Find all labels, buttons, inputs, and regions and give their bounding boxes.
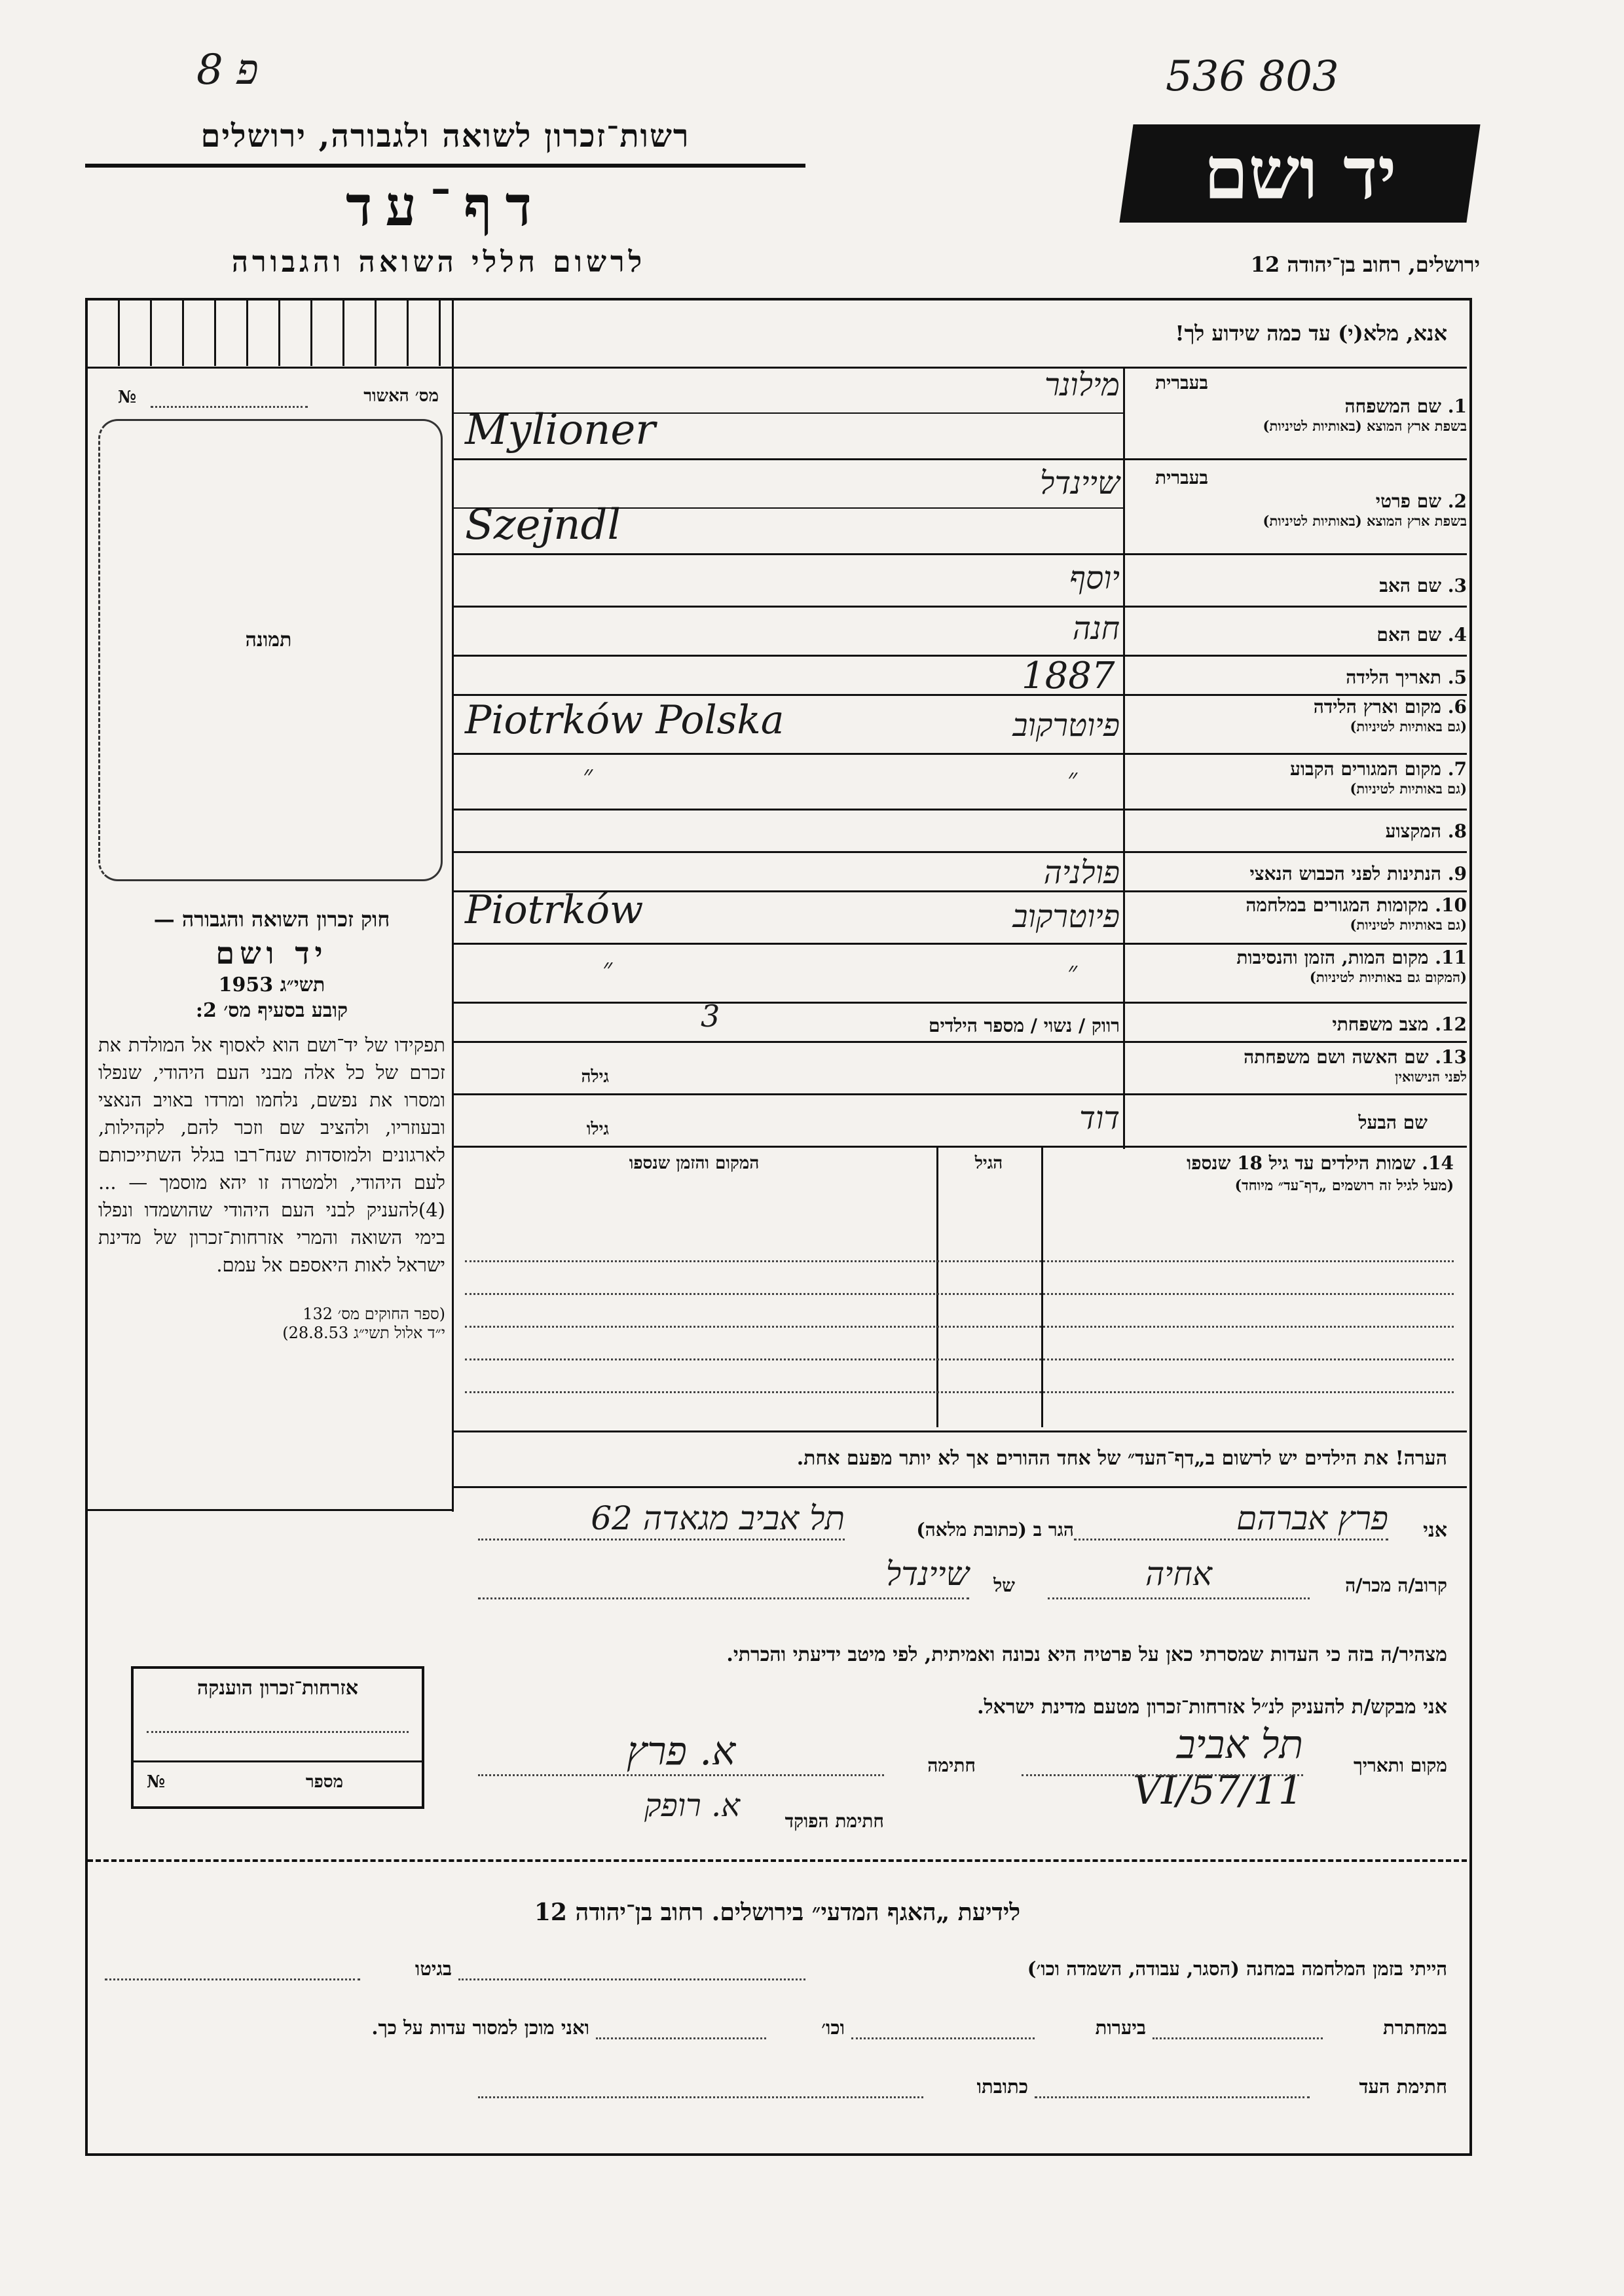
field-sub: בשפת ארץ המוצא (באותיות לטיניות) — [1263, 418, 1467, 434]
field-birth-date — [1126, 668, 1467, 687]
birth-date-value[interactable]: 1887 — [1022, 655, 1115, 697]
header-rule — [85, 164, 805, 168]
footer-forests-label: ביערות — [1095, 2016, 1146, 2039]
citizenship-line — [147, 1731, 409, 1733]
field-marital — [1126, 1015, 1467, 1034]
children-col-age: הגיל — [974, 1154, 1003, 1173]
affirm-text: מצהיר/ה בזה כי העדות שמסרתי כאן על פרטיה היא נכונה ואמיתית, לפי מיטב ידיעתי והכרתי. — [726, 1643, 1447, 1666]
law-section — [98, 907, 445, 1516]
photo-label: תמונה — [245, 629, 292, 651]
children-table — [452, 1146, 1467, 1427]
family-name-hebrew[interactable]: מילונר — [1044, 367, 1120, 403]
signature-line — [478, 1774, 884, 1776]
field-sub: (המקום גם באותיות לטיניות) — [1309, 969, 1467, 985]
row-rule — [452, 1041, 1467, 1043]
row-rule — [1123, 458, 1467, 460]
footer-witness-signature-line[interactable] — [1035, 2096, 1310, 2098]
yad-vashem-logo — [1119, 124, 1480, 223]
row-subrule — [452, 412, 1123, 414]
relative-label: קרוב/ה מכר/ה — [1345, 1575, 1447, 1596]
approval-ticks-rule — [88, 367, 452, 369]
birth-place-hebrew[interactable]: פיוטרקוב — [1012, 707, 1120, 744]
field-label: 12. מצב משפחתי — [1332, 1013, 1467, 1035]
field-label: 2. שם פרטי — [1375, 490, 1467, 512]
citizenship-number-sign: № — [147, 1772, 166, 1792]
husband-age-label: גילו — [586, 1120, 609, 1139]
row-rule — [452, 943, 1467, 945]
first-name-latin[interactable]: Szejndl — [465, 501, 621, 549]
address-line — [478, 1539, 845, 1540]
officer-signature[interactable]: א. רופק — [644, 1787, 740, 1824]
children-count[interactable]: 3 — [701, 998, 720, 1034]
footer-rule — [88, 1859, 1467, 1862]
row-rule — [452, 809, 1467, 811]
field-mother-name — [1126, 625, 1467, 645]
footer-camp-label: הייתי בזמן המלחמה במחנה (הסגר, עבודה, השמדה וכו׳) — [1027, 1958, 1447, 1980]
field-sub: (גם באותיות לטיניות) — [1350, 917, 1467, 933]
top-left-mark: פ 8 — [196, 46, 259, 94]
field-label: 13. שם האשה ושם משפחתה — [1244, 1046, 1467, 1068]
war-residence-latin[interactable]: Piotrków — [465, 887, 644, 933]
field-label: 8. המקצוע — [1385, 820, 1467, 842]
nationality-value[interactable]: פולניה — [1043, 854, 1120, 891]
field-profession — [1126, 822, 1467, 841]
header-address: ירושלים, רחוב בן־יהודה 12 — [1250, 252, 1480, 277]
request-text: אני מבקש/ת להעניק לנ״ל אזרחות־זכרון מטעם מדינת ישראל. — [977, 1696, 1447, 1719]
field-residence — [1126, 759, 1467, 799]
footer-willing-label: ואני מוכן למסור עדות על כך. — [371, 2016, 589, 2039]
row-rule — [452, 851, 1467, 853]
husband-name-value[interactable]: דוד — [1079, 1100, 1120, 1137]
signature-value[interactable]: א. פרץ — [626, 1728, 736, 1774]
note-rule-top — [452, 1430, 1467, 1432]
field-label: שם הבעל — [1358, 1112, 1428, 1133]
of-value[interactable]: שיינדל — [885, 1555, 969, 1593]
logo-text: יד ושם — [1203, 131, 1397, 215]
field-rows — [452, 367, 1467, 1152]
footer-etc-label: וכו׳ — [821, 2016, 845, 2039]
authority-name: רשות־זכרון לשואה ולגבורה, ירושלים — [200, 118, 690, 155]
residence-hebrew[interactable]: ״ — [1067, 763, 1078, 793]
children-sub: (מעל לגיל זה רושמים „דף־עד״ מיוחד) — [1234, 1177, 1454, 1194]
citizenship-rule — [134, 1760, 422, 1762]
field-sub: (גם באותיות לטיניות) — [1350, 718, 1467, 735]
law-reference: (ספר החוקים מס׳ 132 — [303, 1305, 445, 1323]
row-rule — [452, 553, 1467, 555]
children-row[interactable] — [465, 1260, 1454, 1262]
death-hebrew[interactable]: ״ — [1067, 957, 1078, 987]
note-rule-bottom — [452, 1486, 1467, 1488]
children-row[interactable] — [465, 1358, 1454, 1360]
father-name-value[interactable]: יוסף — [1069, 560, 1120, 596]
birth-place-latin[interactable]: Piotrków Polska — [465, 697, 784, 743]
footer-address-line[interactable] — [478, 2096, 923, 2098]
row-rule — [452, 606, 1467, 608]
place-date-value[interactable]: תל אביב 11/VI/57 — [1132, 1722, 1303, 1813]
mother-name-value[interactable]: חנה — [1072, 610, 1120, 647]
law-year: 1953 — [218, 974, 274, 996]
law-text: תפקידו של יד־ושם הוא לאסוף אל המולדת את זכרם של כל אלה מבני העם היהודי, שנפלו ומסרו את נפשם, נלחמו ומרדו באויב הנאצי ובעוזריו, ולהציב שם וזכר להם, לקהילות, לארגונים ולמוסדות שנח־רבו בגלל השתייכותם לעם היהודי, ולמטרה זו יהא מוסמך — ...(4)להעניק לבני העם היהודי שהושמדו ונפלו בימי השואה והמרי אזרחות־זכרון של מדינת ישראל לאות היאספם אל עמם. — [98, 1034, 445, 1276]
approval-number-field[interactable] — [151, 406, 308, 408]
field-label: 11. מקום המות, הזמן והנסיבות — [1236, 947, 1467, 968]
field-nationality — [1126, 864, 1467, 884]
declarant-name[interactable]: פרץ אברהם — [1236, 1499, 1388, 1537]
wife-age-label: גילה — [581, 1067, 609, 1087]
note-text: הערה! את הילדים יש לרשום ב„דף־העד״ של אחד ההורים אך לא יותר מפעם אחת. — [796, 1447, 1447, 1470]
field-father-name — [1126, 576, 1467, 596]
children-row[interactable] — [465, 1391, 1454, 1393]
death-latin[interactable]: ״ — [602, 953, 613, 983]
instruction-text: אנא, מלא(י) עד כמה שידוע לך! — [1175, 321, 1447, 346]
law-heading: חוק זכרון השואה והגבורה — — [153, 907, 390, 932]
approval-ticks — [88, 301, 452, 366]
law-clause: קובע בסעיף מס׳ 2: — [195, 999, 348, 1022]
field-tag: בעברית — [1154, 372, 1208, 393]
of-line — [478, 1597, 969, 1599]
law-reference-date: י״ד אלול תשי״ג 28.8.53) — [282, 1324, 445, 1342]
footer-underground-label: במחתרת — [1383, 2016, 1447, 2039]
footer-ghetto-line[interactable] — [105, 1978, 360, 1980]
law-year-hebrew: תשי״ג — [280, 974, 325, 996]
marital-options: רווק / נשוי / מספר הילדים — [928, 1015, 1120, 1036]
field-label: 9. הנתינות לפני הכבוש הנאצי — [1249, 863, 1467, 884]
residence-latin[interactable]: ״ — [583, 760, 593, 790]
footer-title: לידיעת „האגף המדעי״ בירושלים. רחוב בן־יהודה 12 — [534, 1899, 1021, 1926]
form-subtitle: לרשום חללי השואה והגבורה — [231, 246, 646, 279]
col-rule — [936, 1146, 938, 1427]
field-first-name — [1126, 468, 1467, 531]
children-row[interactable] — [465, 1293, 1454, 1295]
footer-ghetto-label: בגיטו — [415, 1958, 452, 1980]
row-rule — [452, 753, 1467, 755]
field-death — [1126, 948, 1467, 987]
law-name: יד ושם — [215, 936, 328, 971]
approval-no-sign: № — [118, 388, 137, 407]
field-label: 3. שם האב — [1379, 575, 1467, 596]
signature-label: חתימה — [927, 1755, 976, 1776]
row-rule — [452, 458, 1123, 460]
citizenship-title: אזרחות־זכרון הוענקה — [196, 1677, 359, 1700]
field-sub: בשפת ארץ המוצא (באותיות לטיניות) — [1263, 513, 1467, 529]
residing-label: הגר ב (כתובת מלאה) — [916, 1519, 1074, 1540]
footer-etc-line[interactable] — [596, 2037, 766, 2039]
field-birth-place — [1126, 697, 1467, 737]
form-title: דף־עד — [345, 173, 545, 238]
citizenship-number-label: מספר — [305, 1772, 343, 1792]
children-col-place: המקום והזמן שנספו — [629, 1154, 760, 1173]
approval-label: מס׳ האשור — [363, 386, 439, 406]
row-rule — [452, 1002, 1467, 1004]
footer-address-label: כתובתו — [976, 2075, 1028, 2098]
family-name-latin[interactable]: Mylioner — [465, 406, 655, 454]
declarant-name-line — [1074, 1539, 1388, 1540]
children-label: 14. שמות הילדים עד גיל 18 שנספו — [1187, 1152, 1454, 1174]
field-label: 10. מקומות המגורים במלחמה — [1246, 894, 1467, 916]
top-right-number: 536 803 — [1166, 52, 1339, 101]
field-tag: בעברית — [1154, 467, 1208, 488]
field-sub: (גם באותיות לטיניות) — [1350, 780, 1467, 797]
declarant-address[interactable]: תל אביב מגאדה 62 — [591, 1499, 845, 1537]
col-rule — [1041, 1146, 1043, 1427]
field-family-name — [1126, 373, 1467, 436]
field-label: 7. מקום המגורים הקבוע — [1290, 758, 1467, 780]
field-war-residence — [1126, 896, 1467, 935]
relative-line — [1048, 1597, 1310, 1599]
field-wife — [1126, 1048, 1467, 1087]
relative-value[interactable]: אחיה — [1145, 1555, 1212, 1593]
of-label: של — [993, 1575, 1015, 1596]
war-residence-hebrew[interactable]: פיוטרקוב — [1012, 898, 1120, 935]
citizenship-box — [131, 1666, 424, 1809]
footer-underground-line[interactable] — [1153, 2037, 1323, 2039]
law-year-row — [98, 974, 445, 996]
row-rule — [452, 1093, 1467, 1095]
field-label: 1. שם המשפחה — [1344, 395, 1467, 417]
first-name-hebrew[interactable]: שיינדל — [1040, 465, 1120, 501]
field-label: 6. מקום וארץ הלידה — [1313, 696, 1467, 718]
place-date-line — [1022, 1774, 1303, 1776]
field-husband — [1126, 1113, 1467, 1133]
field-label: 5. תאריך הלידה — [1346, 666, 1467, 688]
place-date-label: מקום ותאריך — [1353, 1755, 1447, 1776]
field-sub: לפני הנישואין — [1395, 1068, 1467, 1085]
row-rule — [452, 655, 1467, 657]
footer-witness-signature-label: חתימת העד — [1359, 2075, 1447, 2098]
footer-forests-line[interactable] — [851, 2037, 1035, 2039]
row-subrule — [452, 507, 1123, 509]
declaration-i-label: אני — [1423, 1519, 1447, 1542]
officer-label: חתימת הפוקד — [784, 1810, 884, 1832]
footer-camp-line[interactable] — [458, 1978, 805, 1980]
field-label: 4. שם האם — [1376, 624, 1467, 646]
children-row[interactable] — [465, 1326, 1454, 1328]
left-column-bottom — [88, 1509, 452, 1511]
